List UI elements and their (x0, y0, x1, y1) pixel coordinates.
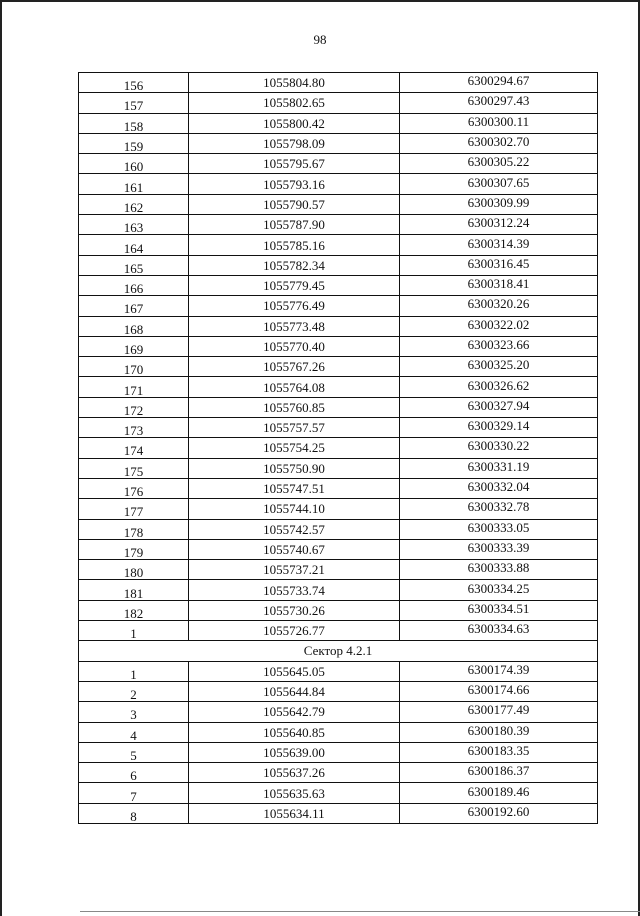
table-row (79, 478, 598, 498)
cell-text: 162 (123, 199, 144, 215)
cell-text: 1055798.09 (263, 136, 325, 152)
x-coordinate-cell (189, 702, 400, 722)
table-row (79, 600, 598, 620)
x-coordinate-cell (189, 235, 400, 255)
cell-text: 178 (123, 524, 144, 540)
y-coordinate-cell (400, 275, 598, 295)
table-row (79, 661, 598, 681)
x-coordinate-cell (189, 73, 400, 93)
cell-text: 1055790.57 (263, 196, 325, 212)
cell-text: 6300334.25 (467, 580, 530, 596)
point-number-cell (79, 702, 189, 722)
cell-text: 172 (123, 402, 144, 418)
cell-text: 182 (123, 605, 144, 621)
table-row (79, 621, 598, 641)
point-number-cell (79, 316, 189, 336)
y-coordinate-cell (400, 194, 598, 214)
cell-text: 1055767.26 (263, 359, 325, 375)
cell-text: 6300305.22 (467, 154, 530, 170)
y-coordinate-cell (400, 397, 598, 417)
cell-text: 1055730.26 (263, 602, 325, 618)
cell-text: 6300327.94 (467, 397, 530, 413)
table-row (79, 681, 598, 701)
cell-text: 164 (123, 240, 144, 256)
y-coordinate-cell (400, 357, 598, 377)
cell-text: 1 (130, 666, 137, 682)
point-number-cell (79, 255, 189, 275)
table-row (79, 215, 598, 235)
cell-text: 6300192.60 (467, 803, 530, 819)
cell-text: 181 (123, 585, 144, 601)
cell-text: 1055750.90 (263, 460, 325, 476)
cell-text: 176 (123, 484, 144, 499)
x-coordinate-cell (189, 661, 400, 681)
point-number-cell (79, 539, 189, 559)
cell-text: 6300307.65 (467, 174, 530, 190)
y-coordinate-cell (400, 681, 598, 701)
page-edge-top (0, 0, 640, 2)
table-row (79, 73, 598, 93)
cell-text: 6300325.20 (467, 357, 530, 373)
point-number-cell (79, 621, 189, 641)
x-coordinate-cell (189, 763, 400, 783)
y-coordinate-cell (400, 174, 598, 194)
table-row (79, 438, 598, 458)
y-coordinate-cell (400, 600, 598, 620)
cell-text: 1055635.63 (263, 785, 325, 801)
point-number-cell (79, 397, 189, 417)
y-coordinate-cell (400, 418, 598, 438)
point-number-cell (79, 499, 189, 519)
y-coordinate-cell (400, 702, 598, 722)
cell-text: 6300329.14 (467, 418, 530, 434)
x-coordinate-cell (189, 275, 400, 295)
x-coordinate-cell (189, 499, 400, 519)
x-coordinate-cell (189, 93, 400, 113)
y-coordinate-cell (400, 621, 598, 641)
point-number-cell (79, 438, 189, 458)
table-row (79, 174, 598, 194)
cell-text: 6300333.05 (467, 519, 530, 535)
cell-text: 6300309.99 (467, 194, 530, 210)
table-row (79, 742, 598, 762)
cell-text: 1055639.00 (263, 744, 325, 760)
cell-text: 6 (130, 768, 137, 783)
x-coordinate-cell (189, 113, 400, 133)
point-number-cell (79, 215, 189, 235)
cell-text: 1055634.11 (263, 805, 325, 821)
point-number-cell (79, 154, 189, 174)
y-coordinate-cell (400, 336, 598, 356)
x-coordinate-cell (189, 316, 400, 336)
table-row (79, 336, 598, 356)
point-number-cell (79, 600, 189, 620)
point-number-cell (79, 681, 189, 701)
y-coordinate-cell (400, 296, 598, 316)
x-coordinate-cell (189, 742, 400, 762)
table-row (79, 702, 598, 722)
point-number-cell (79, 580, 189, 600)
y-coordinate-cell (400, 255, 598, 275)
point-number-cell (79, 763, 189, 783)
cell-text: 174 (123, 443, 144, 459)
cell-text: 6300177.49 (467, 702, 530, 718)
cell-text: 6300312.24 (467, 215, 530, 231)
cell-text: 7 (130, 788, 137, 804)
cell-text: 1055742.57 (263, 521, 325, 537)
y-coordinate-cell (400, 783, 598, 803)
cell-text: 1055760.85 (263, 399, 325, 415)
y-coordinate-cell (400, 580, 598, 600)
cell-text: 1 (130, 626, 137, 641)
cell-text: 6300174.39 (467, 661, 530, 677)
y-coordinate-cell (400, 458, 598, 478)
cell-text: 6300316.45 (467, 255, 530, 271)
table-row (79, 418, 598, 438)
cell-text: 1055764.08 (263, 379, 325, 395)
cell-text: 1055637.26 (263, 765, 325, 781)
point-number-cell (79, 174, 189, 194)
cell-text: 173 (123, 423, 144, 438)
y-coordinate-cell (400, 661, 598, 681)
cell-text: 156 (123, 78, 144, 93)
point-number-cell (79, 783, 189, 803)
point-number-cell (79, 235, 189, 255)
cell-text: 1055800.42 (263, 115, 325, 131)
point-number-cell (79, 133, 189, 153)
page-edge-bottom (80, 911, 640, 912)
y-coordinate-cell (400, 154, 598, 174)
table-row (79, 580, 598, 600)
cell-text: 6300334.51 (467, 600, 530, 616)
cell-text: 1055642.79 (263, 704, 325, 720)
cell-text: 179 (123, 544, 144, 560)
point-number-cell (79, 113, 189, 133)
y-coordinate-cell (400, 73, 598, 93)
y-coordinate-cell (400, 499, 598, 519)
point-number-cell (79, 519, 189, 539)
x-coordinate-cell (189, 133, 400, 153)
point-number-cell (79, 560, 189, 580)
cell-text: 166 (123, 281, 144, 296)
table-row (79, 154, 598, 174)
table-row (79, 194, 598, 214)
cell-text: 1055795.67 (263, 156, 325, 172)
y-coordinate-cell (400, 742, 598, 762)
coordinates-table (78, 72, 598, 824)
cell-text: 6300333.88 (467, 560, 530, 576)
table-row (79, 803, 598, 823)
table-row (79, 316, 598, 336)
x-coordinate-cell (189, 458, 400, 478)
table-row (79, 519, 598, 539)
cell-text: 6300183.35 (467, 742, 530, 758)
cell-text: 6300332.78 (467, 499, 530, 515)
y-coordinate-cell (400, 113, 598, 133)
cell-text: 8 (130, 808, 137, 824)
x-coordinate-cell (189, 296, 400, 316)
cell-text: 160 (123, 159, 144, 174)
table-row (79, 499, 598, 519)
y-coordinate-cell (400, 560, 598, 580)
table-row (79, 458, 598, 478)
point-number-cell (79, 803, 189, 823)
cell-text: 6300322.02 (467, 316, 530, 332)
cell-text: 6300320.26 (467, 296, 530, 312)
y-coordinate-cell (400, 93, 598, 113)
cell-text: 1055773.48 (263, 318, 325, 334)
cell-text: 6300333.39 (467, 539, 530, 555)
cell-text: 6300318.41 (467, 276, 530, 292)
x-coordinate-cell (189, 357, 400, 377)
cell-text: 1055804.80 (263, 75, 325, 91)
cell-text: 1055737.21 (263, 562, 325, 578)
cell-text: 6300300.11 (467, 113, 530, 129)
table-row (79, 255, 598, 275)
x-coordinate-cell (189, 600, 400, 620)
cell-text: 163 (123, 220, 144, 235)
cell-text: 6300302.70 (467, 134, 530, 150)
cell-text: 1055782.34 (263, 257, 325, 273)
cell-text: 6300334.63 (467, 621, 530, 637)
cell-text: 161 (123, 179, 144, 195)
cell-text: 6300180.39 (467, 722, 530, 738)
table-row (79, 275, 598, 295)
cell-text: 1055754.25 (263, 440, 325, 456)
cell-text: 1055785.16 (263, 237, 325, 253)
y-coordinate-cell (400, 803, 598, 823)
cell-text: 158 (123, 118, 144, 134)
cell-text: 1055645.05 (263, 663, 325, 679)
point-number-cell (79, 418, 189, 438)
cell-text: 170 (123, 362, 144, 377)
table-row (79, 235, 598, 255)
cell-text: 169 (123, 342, 144, 357)
table-row (79, 560, 598, 580)
x-coordinate-cell (189, 539, 400, 559)
cell-text: 6300186.37 (467, 763, 530, 779)
table-row (79, 783, 598, 803)
point-number-cell (79, 73, 189, 93)
cell-text: 168 (123, 321, 144, 337)
x-coordinate-cell (189, 580, 400, 600)
x-coordinate-cell (189, 215, 400, 235)
cell-text: 167 (123, 301, 144, 317)
point-number-cell (79, 93, 189, 113)
x-coordinate-cell (189, 438, 400, 458)
x-coordinate-cell (189, 154, 400, 174)
cell-text: 6300330.22 (467, 438, 530, 454)
y-coordinate-cell (400, 478, 598, 498)
point-number-cell (79, 742, 189, 762)
cell-text: 6300314.39 (467, 235, 530, 251)
x-coordinate-cell (189, 255, 400, 275)
cell-text: 1055802.65 (263, 95, 325, 111)
y-coordinate-cell (400, 235, 598, 255)
page-number: 98 (313, 32, 327, 47)
table-row (79, 722, 598, 742)
x-coordinate-cell (189, 803, 400, 823)
cell-text: 165 (123, 260, 144, 276)
cell-text: 1055726.77 (263, 623, 325, 639)
y-coordinate-cell (400, 539, 598, 559)
y-coordinate-cell (400, 722, 598, 742)
point-number-cell (79, 722, 189, 742)
cell-text: 6300332.04 (467, 479, 530, 495)
cell-text: 2 (130, 687, 137, 702)
table-row (79, 93, 598, 113)
cell-text: 171 (123, 382, 144, 398)
section-header-row (79, 641, 598, 661)
cell-text: 6300331.19 (467, 458, 530, 474)
y-coordinate-cell (400, 519, 598, 539)
table-row (79, 539, 598, 559)
cell-text: 1055733.74 (263, 582, 325, 598)
cell-text: 6300294.67 (467, 73, 530, 89)
cell-text: 5 (130, 747, 137, 763)
point-number-cell (79, 336, 189, 356)
table-row (79, 133, 598, 153)
point-number-cell (79, 458, 189, 478)
cell-text: 1055776.49 (263, 298, 325, 314)
table-row (79, 763, 598, 783)
x-coordinate-cell (189, 377, 400, 397)
cell-text: 1055770.40 (263, 339, 325, 354)
cell-text: 6300189.46 (467, 783, 530, 799)
point-number-cell (79, 377, 189, 397)
cell-text: 159 (123, 139, 144, 154)
point-number-cell (79, 661, 189, 681)
x-coordinate-cell (189, 560, 400, 580)
cell-text: 6300297.43 (467, 93, 530, 109)
cell-text: 177 (123, 504, 144, 520)
y-coordinate-cell (400, 133, 598, 153)
x-coordinate-cell (189, 621, 400, 641)
x-coordinate-cell (189, 783, 400, 803)
cell-text: 1055793.16 (263, 176, 325, 192)
y-coordinate-cell (400, 377, 598, 397)
cell-text: 1055757.57 (263, 420, 325, 436)
table-row (79, 357, 598, 377)
y-coordinate-cell (400, 316, 598, 336)
x-coordinate-cell (189, 418, 400, 438)
cell-text: 157 (123, 98, 144, 114)
y-coordinate-cell (400, 215, 598, 235)
point-number-cell (79, 275, 189, 295)
cell-text: 1055747.51 (263, 481, 325, 497)
cell-text: 1055787.90 (263, 217, 325, 233)
cell-text: 180 (123, 565, 144, 580)
x-coordinate-cell (189, 194, 400, 214)
point-number-cell (79, 478, 189, 498)
point-number-cell (79, 194, 189, 214)
y-coordinate-cell (400, 763, 598, 783)
cell-text: 175 (123, 463, 144, 479)
page-edge-left (0, 0, 2, 916)
cell-text: 6300323.66 (467, 337, 530, 352)
x-coordinate-cell (189, 681, 400, 701)
cell-text: 4 (130, 727, 137, 743)
cell-text: 3 (130, 707, 137, 722)
cell-text: 1055740.67 (263, 541, 325, 557)
cell-text: 6300326.62 (467, 377, 530, 393)
cell-text: 1055640.85 (263, 724, 325, 740)
cell-text: 6300174.66 (467, 682, 530, 698)
x-coordinate-cell (189, 174, 400, 194)
x-coordinate-cell (189, 397, 400, 417)
y-coordinate-cell (400, 438, 598, 458)
cell-text: 1055644.84 (263, 684, 325, 700)
table-row (79, 296, 598, 316)
cell-text: 1055779.45 (263, 278, 325, 294)
point-number-cell (79, 296, 189, 316)
x-coordinate-cell (189, 336, 400, 356)
x-coordinate-cell (189, 722, 400, 742)
x-coordinate-cell (189, 478, 400, 498)
table-row (79, 397, 598, 417)
x-coordinate-cell (189, 519, 400, 539)
table-row (79, 377, 598, 397)
point-number-cell (79, 357, 189, 377)
section-title: Сектор 4.2.1 (79, 641, 598, 661)
cell-text: 1055744.10 (263, 501, 325, 517)
table-row (79, 113, 598, 133)
